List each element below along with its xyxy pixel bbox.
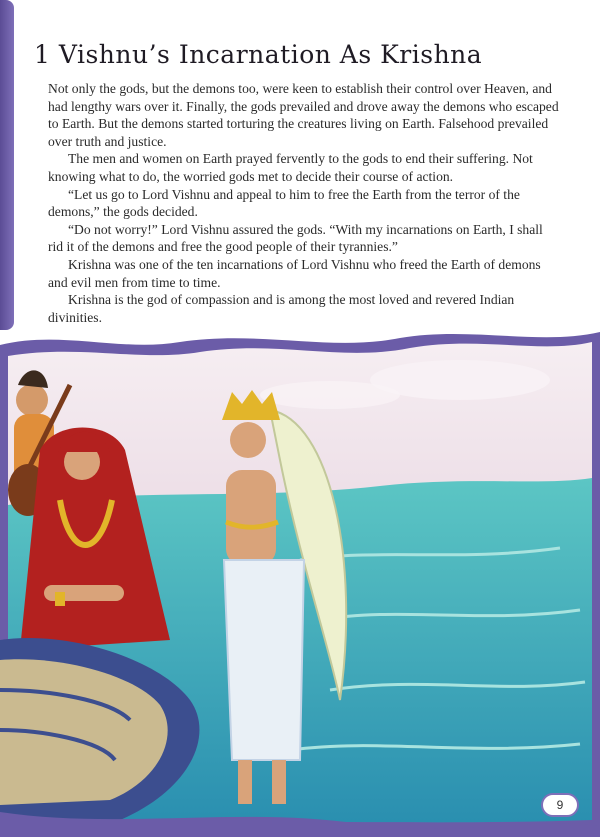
paragraph: Not only the gods, but the demons too, were keen to establish their control over Heaven, and had lengthy wars over it. Finally, the gods prevailed and drove away the demons who escaped to Earth. But the demons started torturing the creatures living on Earth. Falsehood prevailed over truth and justice. — [48, 81, 559, 149]
paragraph: Krishna is the god of compassion and is among the most loved and revered Indian divinities. — [48, 292, 515, 325]
page-frame-border — [0, 0, 14, 330]
page-number: 9 — [541, 793, 579, 817]
paragraph: “Let us go to Lord Vishnu and appeal to him to free the Earth from the terror of the demons,” the gods decided. — [48, 186, 520, 220]
story-illustration — [0, 330, 600, 837]
story-text — [48, 80, 560, 326]
paragraph: Krishna was one of the ten incarnations of Lord Vishnu who freed the Earth of demons and evil men from time to time. — [48, 256, 541, 290]
chapter-title: 1 Vishnu’s Incarnation As Krishna — [34, 40, 483, 69]
paragraph: The men and women on Earth prayed fervently to the gods to end their suffering. Not knowing what to do, the worried gods met to decide their course of action. — [48, 151, 533, 184]
paragraph: “Do not worry!” Lord Vishnu assured the gods. “With my incarnations on Earth, I shall rid it of the demons and free the good people of their tyrannies.” — [48, 221, 543, 255]
